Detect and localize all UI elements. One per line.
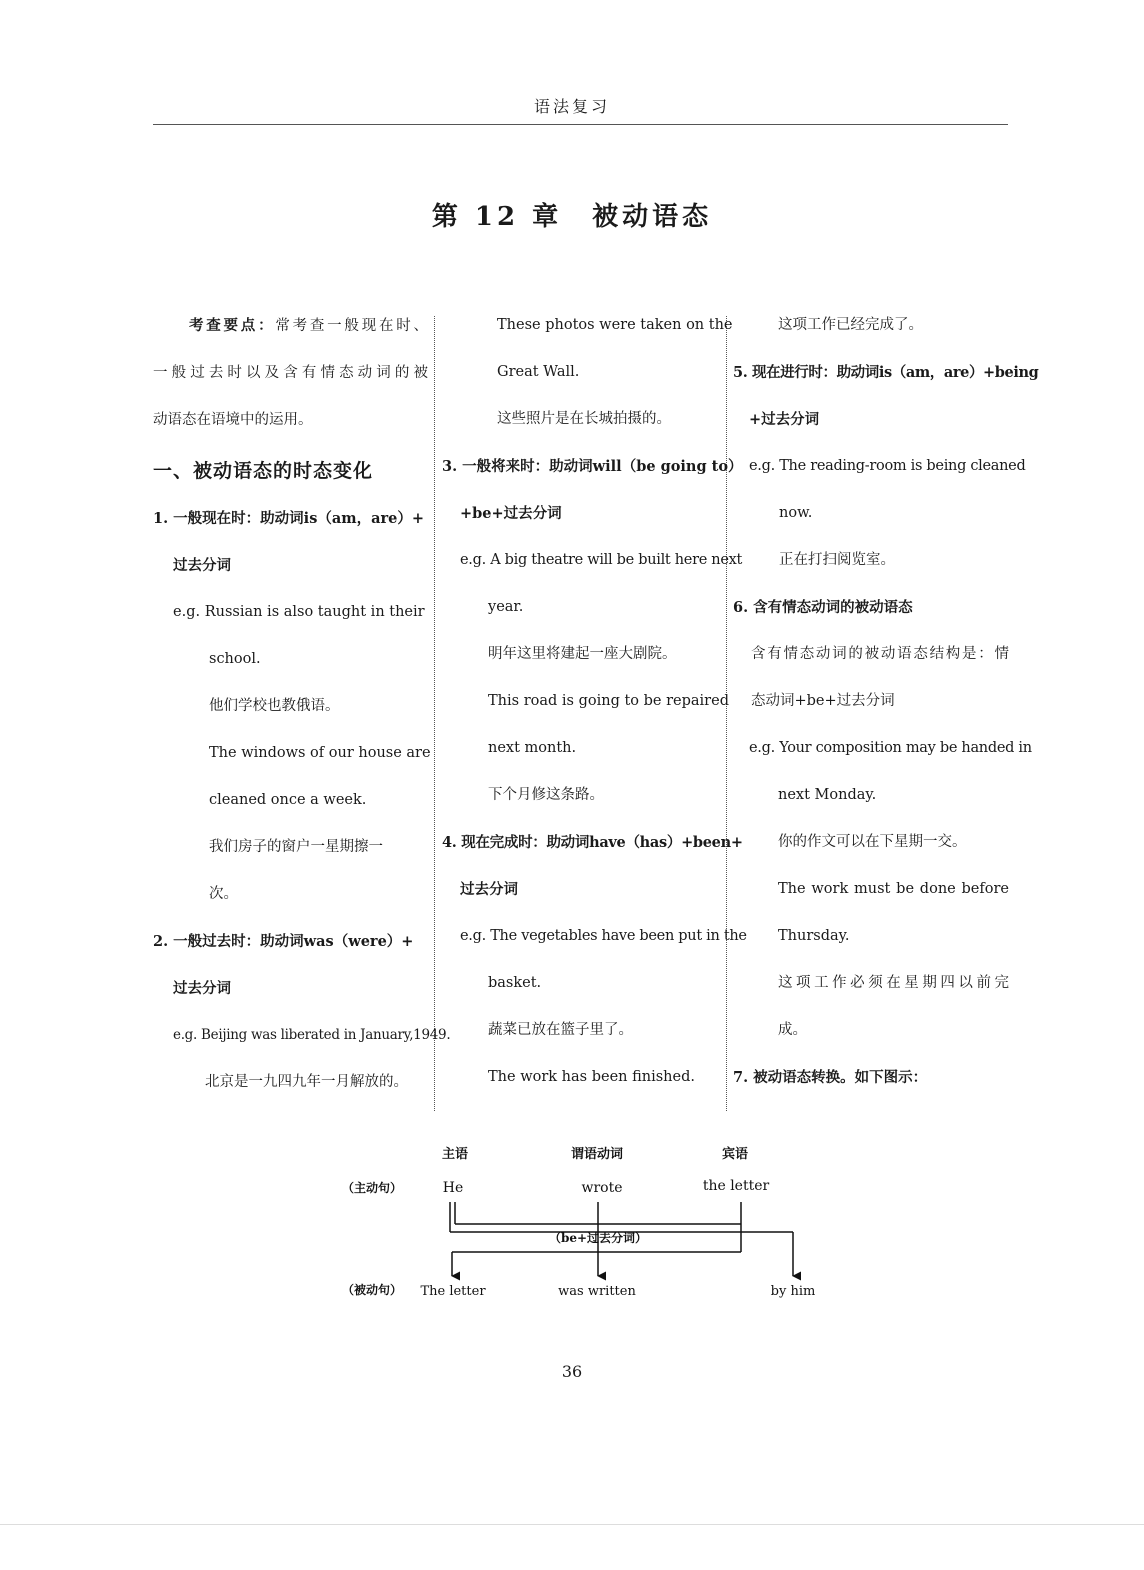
page-number: 36 (561, 1362, 583, 1381)
example-1-en-b: school. (209, 651, 261, 667)
c3-line-1: 这项工作已经完成了。 (778, 317, 923, 333)
c3-line-3: now. (779, 505, 813, 521)
example-2-en-a: The windows of our house are (209, 745, 431, 761)
column-separator-1 (434, 316, 435, 1111)
c3-line-7: e.g. Your composition may be handed in (749, 740, 1032, 756)
c3-line-4: 正在打扫阅览室。 (779, 552, 895, 568)
item-5-heading: 5. 现在进行时：助动词is（am，are）+being (733, 364, 1039, 381)
column-3 (733, 302, 1039, 1101)
item-6-heading: 6. 含有情态动词的被动语态 (733, 599, 913, 616)
c3-line-2: e.g. The reading-room is being cleaned (749, 458, 1026, 474)
item-3-heading-cont: +be+过去分词 (460, 505, 562, 522)
be-past-participle-label: （be+过去分词） (548, 1231, 648, 1245)
chapter-title: 第 12 章 被动语态 (431, 202, 713, 232)
example-3-zh: 北京是一九四九年一月解放的。 (205, 1074, 408, 1090)
column-1 (153, 302, 451, 1106)
example-1-zh: 他们学校也教俄语。 (209, 698, 340, 714)
exam-points-line-1 (153, 302, 428, 350)
c2-line-13: The work has been finished. (488, 1069, 695, 1085)
section-heading: 一、被动语态的时态变化 (153, 460, 374, 482)
c3-line-6: 态动词+be+过去分词 (751, 693, 895, 709)
footer-edge (0, 1524, 1144, 1525)
exam-points-line-3: 动语态在语境中的运用。 (153, 412, 313, 428)
passive-sentence-label: （被动句） (341, 1283, 403, 1297)
running-header: 语法复习 (533, 97, 610, 116)
active-object: the letter (702, 1178, 770, 1194)
label-verb: 谓语动词 (570, 1147, 624, 1162)
passive-subject: The letter (420, 1284, 486, 1299)
c3-line-12: 这项工作必须在星期四以前完 (778, 975, 1009, 991)
item-5-heading-cont: +过去分词 (749, 411, 820, 428)
item-3-heading: 3. 一般将来时：助动词will（be going to） (442, 458, 743, 475)
item-7-heading: 7. 被动语态转换。如下图示： (733, 1069, 928, 1086)
c3-line-11: Thursday. (778, 928, 850, 944)
example-2-zh-a: 我们房子的窗户一星期擦一 (209, 839, 383, 855)
c2-line-12: 蔬菜已放在篮子里了。 (488, 1022, 633, 1038)
example-3-en: e.g. Beijing was liberated in January,1949. (173, 1027, 451, 1043)
example-2-en-b: cleaned once a week. (209, 792, 367, 808)
voice-transformation-diagram (300, 1140, 840, 1320)
label-object: 宾语 (721, 1147, 749, 1162)
c2-line-11: basket. (488, 975, 542, 991)
c3-line-9: 你的作文可以在下星期一交。 (778, 834, 967, 850)
passive-verb: was written (558, 1284, 636, 1299)
item-4-heading: 4. 现在完成时：助动词have（has）+been+ (442, 834, 743, 851)
active-verb: wrote (581, 1180, 623, 1196)
example-2-zh-b: 次。 (209, 886, 238, 902)
c2-line-6: 明年这里将建起一座大剧院。 (488, 646, 677, 662)
c2-line-7: This road is going to be repaired (488, 693, 729, 709)
item-1-heading: 1. 一般现在时：助动词is（am，are）+ (153, 510, 425, 527)
active-subject: He (442, 1180, 464, 1196)
item-4-heading-cont: 过去分词 (460, 881, 518, 898)
c3-line-13: 成。 (778, 1022, 807, 1038)
item-2-heading-cont: 过去分词 (173, 980, 231, 997)
item-2-heading: 2. 一般过去时：助动词was（were）+ (153, 933, 414, 950)
c2-line-4: e.g. A big theatre will be built here next (460, 552, 743, 568)
c3-line-5: 含有情态动词的被动语态结构是：情 (751, 646, 1009, 662)
c2-line-8: next month. (488, 740, 577, 756)
c2-line-9: 下个月修这条路。 (488, 787, 604, 803)
exam-points-line-2: 一般过去时以及含有情态动词的被 (153, 365, 428, 381)
passive-agent: by him (770, 1284, 816, 1299)
c2-line-5: year. (488, 599, 524, 615)
header-divider (153, 124, 1008, 125)
c2-line-2: Great Wall. (497, 364, 580, 380)
c3-line-8: next Monday. (778, 787, 877, 803)
c2-line-1: These photos were taken on the (497, 317, 733, 333)
active-sentence-label: （主动句） (341, 1181, 403, 1195)
c2-line-10: e.g. The vegetables have been put in the (460, 928, 747, 944)
example-1-en-a: e.g. Russian is also taught in their (173, 604, 425, 620)
exam-points-label: 考查要点： (189, 317, 276, 334)
item-1-heading-cont: 过去分词 (173, 557, 231, 574)
column-2 (442, 302, 747, 1101)
exam-points-text: 常考查一般现在时、 (275, 318, 429, 334)
c2-line-3: 这些照片是在长城拍摄的。 (497, 411, 671, 427)
c3-line-10: The work must be done before (778, 881, 1009, 897)
label-subject: 主语 (441, 1147, 469, 1162)
